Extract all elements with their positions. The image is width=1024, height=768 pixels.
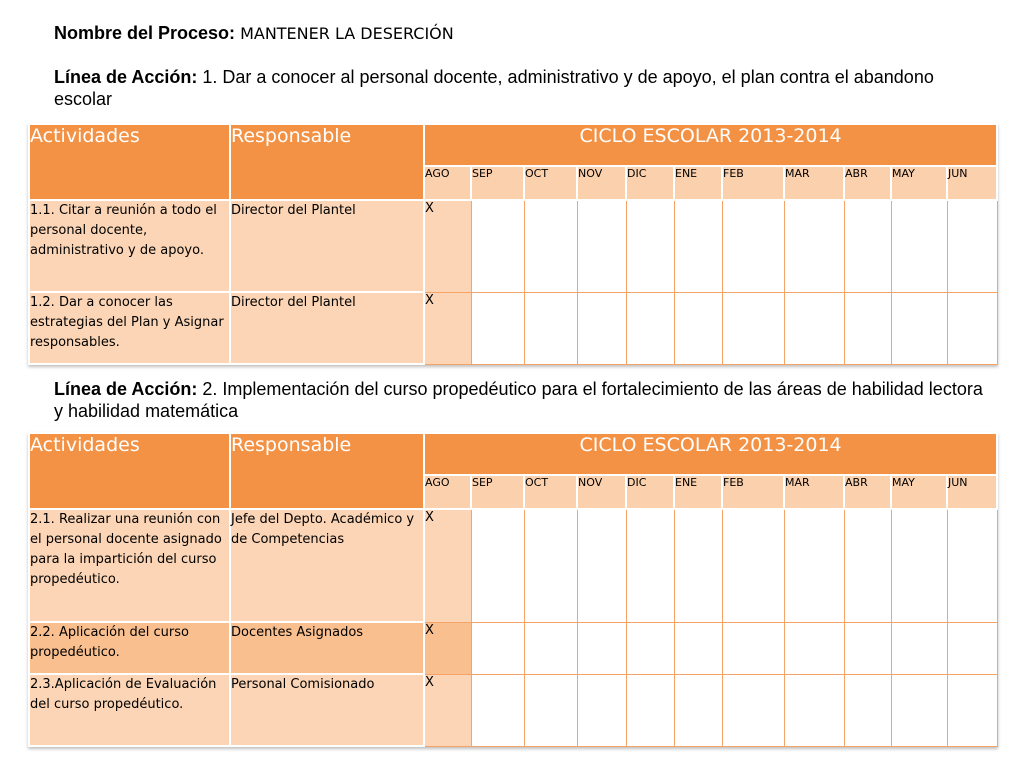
schedule-cell-nov xyxy=(577,622,626,674)
month-header-may: MAY xyxy=(891,475,947,509)
schedule-cell-sep xyxy=(471,674,524,746)
schedule-cell-feb xyxy=(722,509,784,622)
schedule-cell-jun xyxy=(947,292,997,364)
schedule-cell-mar xyxy=(784,674,844,746)
table-row xyxy=(29,509,997,622)
header-school-cycle: CICLO ESCOLAR 2013-2014 xyxy=(424,433,997,475)
process-name-line xyxy=(54,22,994,45)
responsible-cell: Director del Plantel xyxy=(230,200,424,292)
process-label: Nombre del Proceso: xyxy=(54,23,236,43)
month-header-abr: ABR xyxy=(844,475,891,509)
schedule-cell-feb xyxy=(722,200,784,292)
schedule-cell-oct xyxy=(524,200,577,292)
schedule-cell-sep xyxy=(471,200,524,292)
responsible-cell: Personal Comisionado xyxy=(230,674,424,746)
schedule-cell-abr xyxy=(844,674,891,746)
schedule-cell-jun xyxy=(947,674,997,746)
schedule-cell-oct xyxy=(524,622,577,674)
process-value: MANTENER LA DESERCIÓN xyxy=(240,24,454,43)
header-responsible: Responsable xyxy=(230,124,424,200)
month-header-may: MAY xyxy=(891,166,947,200)
schedule-cell-dic xyxy=(626,674,674,746)
table-row xyxy=(29,200,997,292)
schedule-cell-nov xyxy=(577,200,626,292)
action-line-2-label: Línea de Acción: xyxy=(54,379,198,399)
month-header-oct: OCT xyxy=(524,475,577,509)
month-header-jun: JUN xyxy=(947,475,997,509)
schedule-cell-feb xyxy=(722,674,784,746)
schedule-cell-feb xyxy=(722,622,784,674)
month-header-dic: DIC xyxy=(626,166,674,200)
responsible-cell: Docentes Asignados xyxy=(230,622,424,674)
schedule-cell-abr xyxy=(844,622,891,674)
schedule-cell-sep xyxy=(471,622,524,674)
header-responsible: Responsable xyxy=(230,433,424,509)
month-header-nov: NOV xyxy=(577,475,626,509)
schedule-cell-abr xyxy=(844,509,891,622)
month-header-mar: MAR xyxy=(784,166,844,200)
action-line-1-text: 1. Dar a conocer al personal docente, administrativo y de apoyo, el plan contra el abandono escolar xyxy=(54,67,934,109)
table-row xyxy=(29,622,997,674)
action-line-1 xyxy=(54,66,994,110)
schedule-cell-oct xyxy=(524,509,577,622)
schedule-cell-jun xyxy=(947,509,997,622)
activity-cell: 2.1. Realizar una reunión con el personal docente asignado para la impartición del curso propedéutico. xyxy=(29,509,230,622)
schedule-cell-abr xyxy=(844,200,891,292)
schedule-cell-may xyxy=(891,292,947,364)
action-line-1-label: Línea de Acción: xyxy=(54,67,198,87)
schedule-cell-mar xyxy=(784,622,844,674)
schedule-cell-mar xyxy=(784,200,844,292)
schedule-cell-ago: X xyxy=(424,292,471,364)
schedule-cell-jun xyxy=(947,200,997,292)
schedule-cell-dic xyxy=(626,200,674,292)
schedule-cell-dic xyxy=(626,292,674,364)
activity-cell: 1.2. Dar a conocer las estrategias del Plan y Asignar responsables. xyxy=(29,292,230,364)
activity-cell: 2.3.Aplicación de Evaluación del curso propedéutico. xyxy=(29,674,230,746)
schedule-cell-ene xyxy=(674,292,722,364)
schedule-cell-may xyxy=(891,674,947,746)
month-header-oct: OCT xyxy=(524,166,577,200)
schedule-cell-may xyxy=(891,509,947,622)
responsible-cell: Jefe del Depto. Académico y de Competencias xyxy=(230,509,424,622)
schedule-cell-nov xyxy=(577,292,626,364)
schedule-cell-oct xyxy=(524,674,577,746)
schedule-cell-ago: X xyxy=(424,200,471,292)
schedule-cell-ene xyxy=(674,622,722,674)
schedule-cell-ago: X xyxy=(424,674,471,746)
schedule-cell-dic xyxy=(626,509,674,622)
month-header-sep: SEP xyxy=(471,166,524,200)
schedule-cell-abr xyxy=(844,292,891,364)
schedule-cell-ene xyxy=(674,674,722,746)
schedule-cell-may xyxy=(891,200,947,292)
action-line-2 xyxy=(54,378,994,422)
month-header-mar: MAR xyxy=(784,475,844,509)
table-row xyxy=(29,292,997,364)
month-header-dic: DIC xyxy=(626,475,674,509)
responsible-cell: Director del Plantel xyxy=(230,292,424,364)
schedule-cell-nov xyxy=(577,674,626,746)
header-school-cycle: CICLO ESCOLAR 2013-2014 xyxy=(424,124,997,166)
schedule-cell-nov xyxy=(577,509,626,622)
schedule-cell-sep xyxy=(471,509,524,622)
month-header-sep: SEP xyxy=(471,475,524,509)
schedule-cell-oct xyxy=(524,292,577,364)
month-header-feb: FEB xyxy=(722,166,784,200)
schedule-cell-ene xyxy=(674,509,722,622)
month-header-feb: FEB xyxy=(722,475,784,509)
activity-cell: 2.2. Aplicación del curso propedéutico. xyxy=(29,622,230,674)
table-row xyxy=(29,674,997,746)
schedule-cell-mar xyxy=(784,509,844,622)
month-header-ene: ENE xyxy=(674,166,722,200)
header-activities: Actividades xyxy=(29,124,230,200)
activity-table-2 xyxy=(28,432,998,747)
schedule-cell-jun xyxy=(947,622,997,674)
action-line-2-text: 2. Implementación del curso propedéutico para el fortalecimiento de las áreas de habilidad lectora y habilidad matemática xyxy=(54,379,983,421)
schedule-cell-feb xyxy=(722,292,784,364)
month-header-abr: ABR xyxy=(844,166,891,200)
activity-table-1 xyxy=(28,123,998,365)
header-activities: Actividades xyxy=(29,433,230,509)
month-header-ene: ENE xyxy=(674,475,722,509)
schedule-cell-ago: X xyxy=(424,509,471,622)
schedule-cell-dic xyxy=(626,622,674,674)
activity-cell: 1.1. Citar a reunión a todo el personal docente, administrativo y de apoyo. xyxy=(29,200,230,292)
schedule-cell-ene xyxy=(674,200,722,292)
month-header-jun: JUN xyxy=(947,166,997,200)
schedule-cell-mar xyxy=(784,292,844,364)
month-header-ago: AGO xyxy=(424,475,471,509)
month-header-nov: NOV xyxy=(577,166,626,200)
schedule-cell-ago: X xyxy=(424,622,471,674)
schedule-cell-may xyxy=(891,622,947,674)
month-header-ago: AGO xyxy=(424,166,471,200)
schedule-cell-sep xyxy=(471,292,524,364)
